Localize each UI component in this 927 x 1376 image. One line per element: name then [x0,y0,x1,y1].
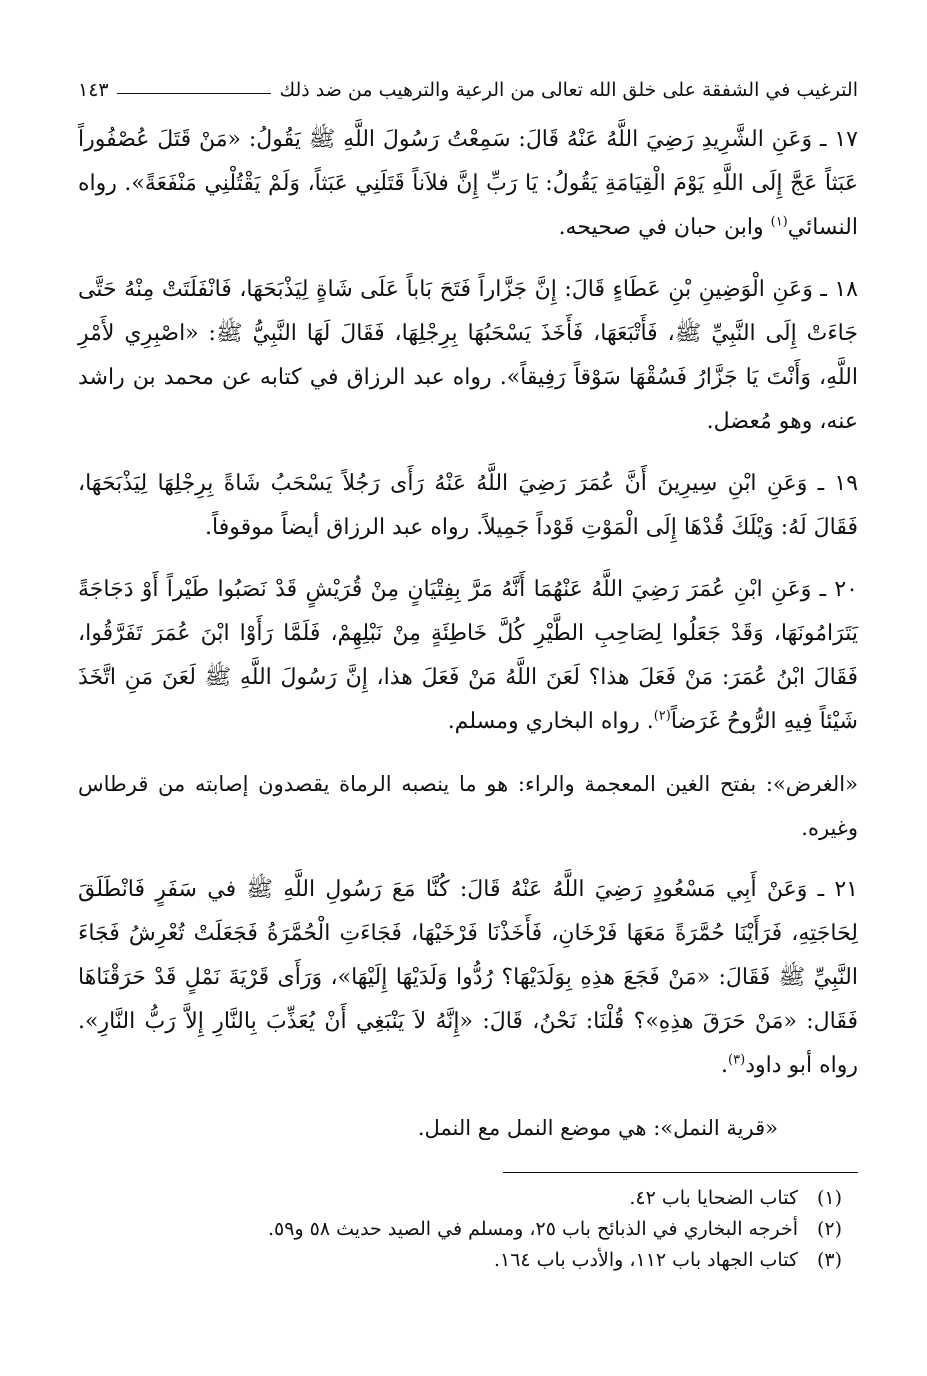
note-qaryat-an-naml: «قرية النمل»: هي موضع النمل مع النمل. [417,1116,778,1140]
footnotes [78,1183,858,1276]
hadith-17: ١٧ ـ وَعَنِ الشَّرِيدِ رَضِيَ اللَّهُ عَنْهُ قَالَ: سَمِعْتُ رَسُولَ اللَّهِ ﷺ يَقُولُ: «مَنْ قَتَلَ عُصْفُوراً عَبَثاً عَجَّ إِلَى اللَّهِ يَوْمَ الْقِيَامَةِ يَقُولُ: يَا رَبِّ إِنَّ فلاَناً قَتَلَنِي عَبَثاً، وَلَمْ يَقْتُلْنِي مَنْفَعَةً». رواه النسائي$^{(١)}$ وابن حبان في صحيحه. [78,127,858,240]
footnote-ref-1: (١) [770,214,788,230]
page-number: ١٤٣ [78,79,109,101]
hadith-18: ١٨ ـ وَعَنِ الْوَضِينِ بْنِ عَطَاءٍ قَالَ: إِنَّ جَزَّاراً فَتَحَ بَاباً عَلَى شَاةٍ لِيَذْبَحَهَا، فَانْفَلَتَتْ مِنْهُ حَتَّى جَاءَتْ إِلَى النَّبِيِّ ﷺ، فَأَتْبَعَهَا، فَأَخَذَ يَسْحَبُهَا بِرِجْلِهَا، فَقَالَ لَهَا النَّبِيُّ ﷺ: «اصْبِرِي لأَمْرِ اللَّهِ، وَأَنْتَ يَا جَزَّارُ فَسُقْهَا سَوْقاً رَفِيقاً». رواه عبد الرزاق في كتابه عن محمد بن راشد عنه، وهو مُعضل. [78,277,858,434]
footnote-divider [503,1172,858,1173]
footnote-1: (١)كتاب الضحايا باب ٤٢. [629,1187,842,1209]
hadith-19: ١٩ ـ وَعَنِ ابْنِ سِيرِينَ أَنَّ عُمَرَ رَضِيَ اللَّهُ عَنْهُ رَأَى رَجُلاً يَسْحَبُ شَاةً بِرِجْلِهَا لِيَذْبَحَهَا، فَقَالَ لَهُ: وَيْلَكَ قُدْهَا إِلَى الْمَوْتِ قَوْداً جَمِيلاً. رواه عبد الرزاق أيضاً موقوفاً. [78,471,859,540]
header-rule [117,93,272,94]
footnote-ref-2: (٢) [653,708,671,724]
page-body [78,118,858,1150]
hadith-21: ٢١ ـ وَعَنْ أَبِي مَسْعُودٍ رَضِيَ اللَّهُ عَنْهُ قَالَ: كُنَّا مَعَ رَسُولِ اللَّهِ ﷺ في سَفَرٍ فَانْطَلَقَ لِحَاجَتِهِ، فَرَأَيْنَا حُمَّرَةً مَعَهَا فَرْخَانِ، فَأَخَذْنَا فَرْخَيْهَا، فَجَاءَتِ الْحُمَّرَةُ فَجَعَلَتْ تُعْرِشُ فَجَاءَ النَّبِيِّ ﷺ فَقَالَ: «مَنْ فَجَعَ هذِهِ بِوَلَدَيْهَا؟ رُدُّوا وَلَدَيْهَا إِلَيْهَا»، وَرَأَى قَرْيَةَ نَمْلٍ قَدْ حَرَقْنَاهَا فَقَال: «مَنْ حَرَقَ هذِهِ»؟ قُلْنَا: نَحْنُ، قَالَ: «إِنَّهُ لاَ يَنْبَغِي أَنْ يُعَذِّبَ بِالنَّارِ إِلاَّ رَبُّ النَّارِ». رواه أبو داود$^{(٣)}$. [78,877,858,1078]
book-page [78,70,858,1276]
footnote-2: (٢)أخرجه البخاري في الذبائح باب ٢٥، ومسلم في الصيد حديث ٥٨ و٥٩. [267,1218,842,1240]
footnote-3: (٣)كتاب الجهاد باب ١١٢، والأدب باب ١٦٤. [493,1249,842,1271]
header-title: الترغيب في الشفقة على خلق الله تعالى من الرعية والترهيب من ضد ذلك [279,79,858,101]
running-header [78,70,858,110]
note-gharad: «الغرض»: بفتح الغين المعجمة والراء: هو ما ينصبه الرماة يقصدون إصابته من قرطاس وغيره. [78,772,858,840]
hadith-20: ٢٠ ـ وَعَنِ ابْنِ عُمَرَ رَضِيَ اللَّهُ عَنْهُمَا أَنَّهُ مَرَّ بِفِتْيَانٍ مِنْ قُرَيْشٍ قَدْ نَصَبُوا طَيْراً أَوْ دَجَاجَةً يَتَرَامُونَهَا، وَقَدْ جَعَلُوا لِصَاحِبِ الطَّيْرِ كُلَّ خَاطِئَةٍ مِنْ نَبْلِهِمْ، فَلَمَّا رَأَوْا ابْنَ عُمَرَ تَفَرَّقُوا، فَقَالَ ابْنُ عُمَرَ: مَنْ فَعَلَ هذا؟ لَعَنَ اللَّهُ مَنْ فَعَلَ هذا، إِنَّ رَسُولَ اللَّهِ ﷺ لَعَنَ مَنِ اتَّخَذَ شَيْئاً فِيهِ الرُّوحُ غَرَضاً$^{(٢)}$. رواه البخاري ومسلم. [78,577,858,734]
footnote-ref-3: (٣) [728,1052,746,1068]
